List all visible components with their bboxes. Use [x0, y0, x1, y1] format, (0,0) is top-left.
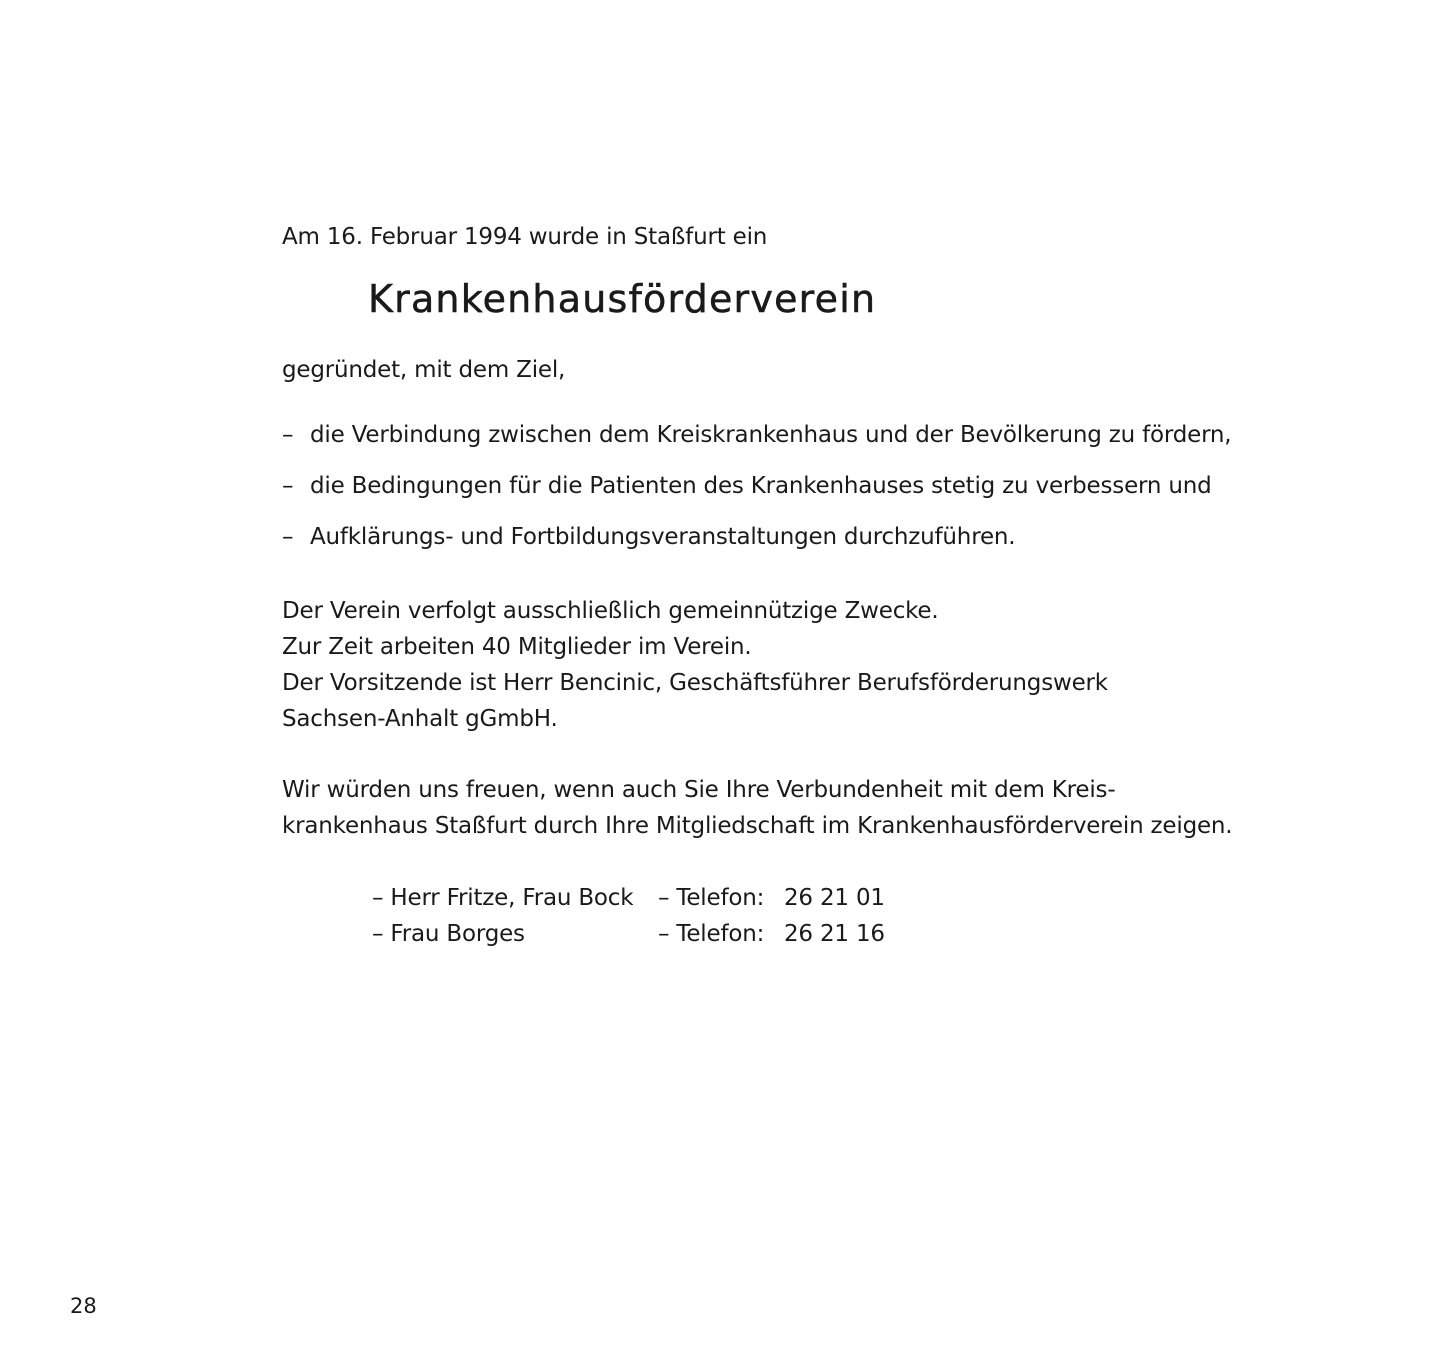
- invitation-paragraph: [282, 772, 1232, 844]
- founded-line: gegründet, mit dem Ziel,: [282, 357, 566, 383]
- dash-marker: –: [282, 473, 294, 499]
- goals-list: [282, 420, 1231, 573]
- intro-line: Am 16. Februar 1994 wurde in Staßfurt ein: [282, 224, 768, 250]
- invitation-line: Wir würden uns freuen, wenn auch Sie Ihre Verbundenheit mit dem Kreis-: [282, 777, 1116, 803]
- invitation-line: krankenhaus Staßfurt durch Ihre Mitgliedschaft im Krankenhausförderverein zeigen.: [282, 813, 1233, 839]
- telefon-label: – Telefon:: [658, 921, 765, 947]
- goal-text: die Verbindung zwischen dem Kreiskrankenhaus und der Bevölkerung zu fördern,: [310, 422, 1232, 448]
- page-number: 28: [70, 1294, 97, 1318]
- contact-row: [372, 916, 885, 952]
- goal-text: Aufklärungs- und Fortbildungsveranstaltungen durchzuführen.: [310, 524, 1016, 550]
- contact-row: [372, 880, 885, 916]
- info-line: Der Vorsitzende ist Herr Bencinic, Geschäftsführer Berufsförderungswerk: [282, 670, 1108, 696]
- dash-marker: –: [282, 422, 294, 448]
- list-item: [282, 420, 1231, 471]
- phone-number: 26 21 16: [784, 921, 885, 947]
- info-line: Zur Zeit arbeiten 40 Mitglieder im Verein.: [282, 634, 752, 660]
- phone-number: 26 21 01: [784, 885, 885, 911]
- info-line: Der Verein verfolgt ausschließlich gemeinnützige Zwecke.: [282, 598, 939, 624]
- dash-marker: –: [282, 524, 294, 550]
- page-title: Krankenhausförderverein: [368, 277, 877, 321]
- list-item: [282, 522, 1231, 573]
- info-paragraph: [282, 593, 1108, 737]
- goal-text: die Bedingungen für die Patienten des Krankenhauses stetig zu verbessern und: [310, 473, 1212, 499]
- contact-list: [372, 880, 885, 952]
- list-item: [282, 471, 1231, 522]
- contact-name: – Frau Borges: [372, 921, 525, 947]
- telefon-label: – Telefon:: [658, 885, 765, 911]
- contact-name: – Herr Fritze, Frau Bock: [372, 885, 634, 911]
- info-line: Sachsen-Anhalt gGmbH.: [282, 706, 558, 732]
